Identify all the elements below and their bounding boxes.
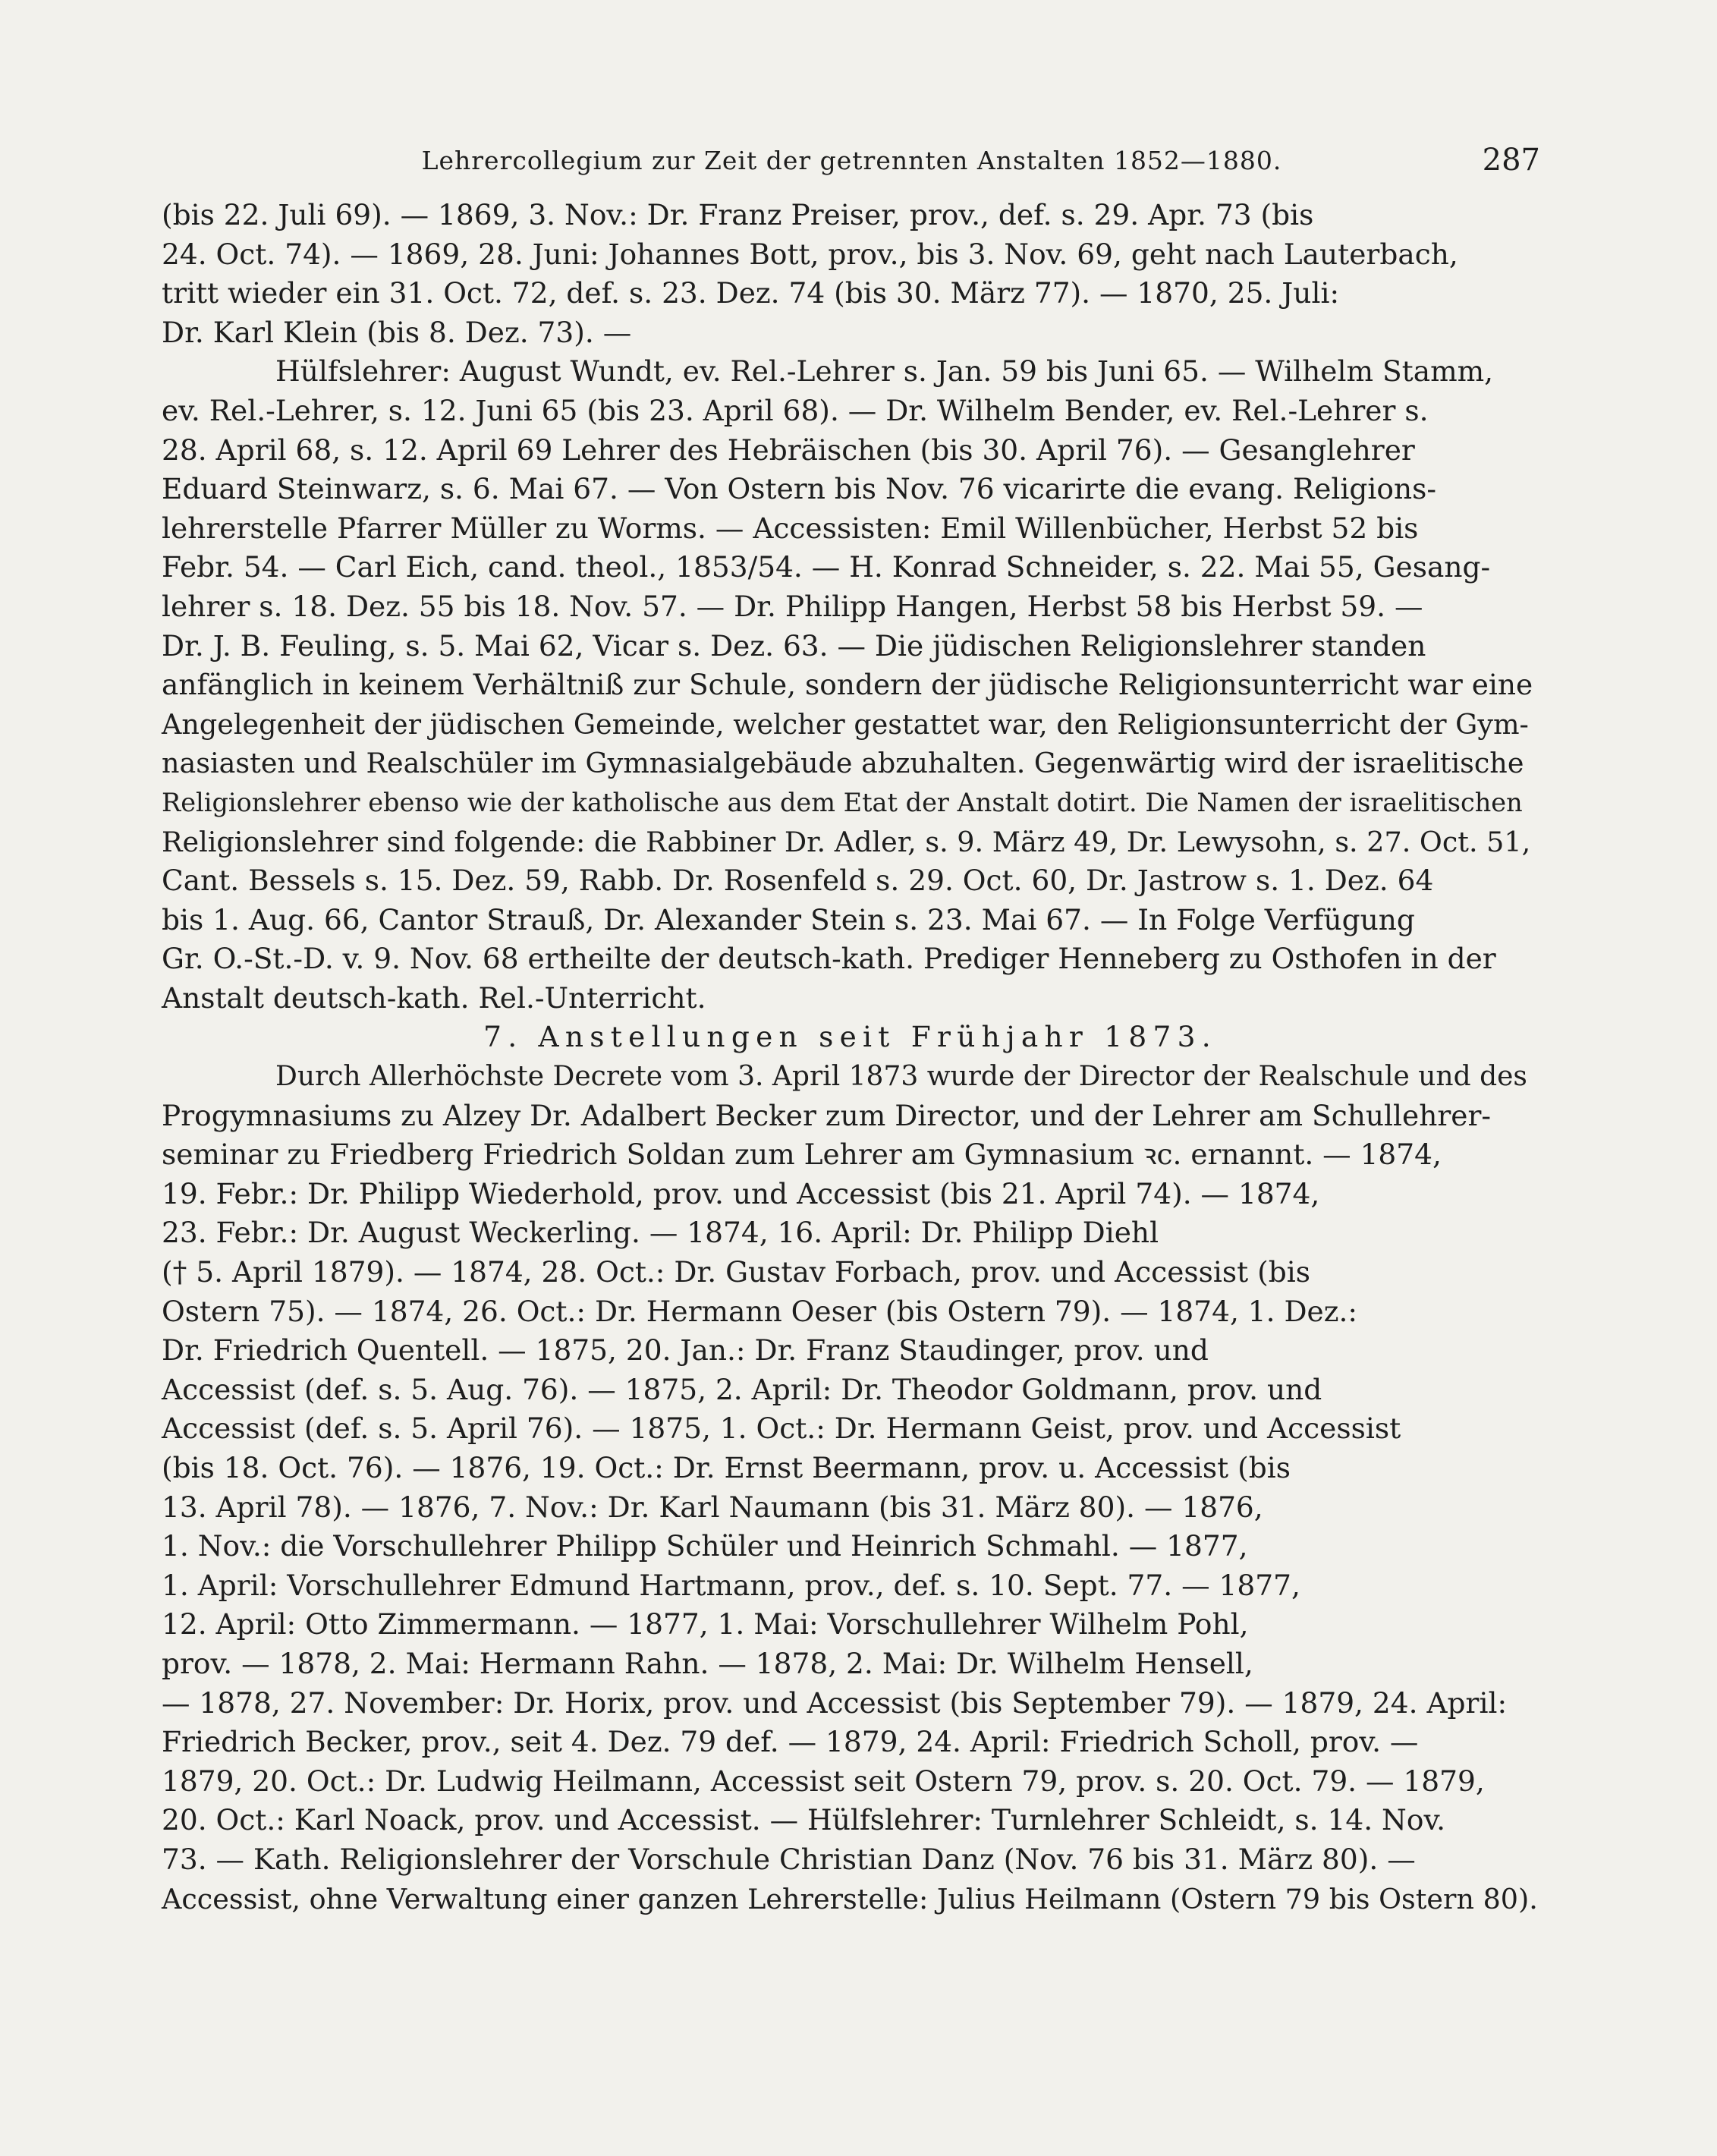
text-line: (bis 18. Oct. 76). — 1876, 19. Oct.: Dr. Ernst Beermann, prov. u. Accessist (bis (162, 1451, 1291, 1484)
text-line: 12. April: Otto Zimmermann. — 1877, 1. Mai: Vorschullehrer Wilhelm Pohl, (162, 1607, 1249, 1641)
text-line: 73. — Kath. Religionslehrer der Vorschule Christian Danz (Nov. 76 bis 31. März 80). — (162, 1842, 1416, 1876)
text-line: 1. April: Vorschullehrer Edmund Hartmann, prov., def. s. 10. Sept. 77. — 1877, (162, 1568, 1300, 1602)
text-line: Dr. Friedrich Quentell. — 1875, 20. Jan.: Dr. Franz Staudinger, prov. und (162, 1333, 1209, 1368)
text-line: Gr. O.-St.-D. v. 9. Nov. 68 ertheilte der deutsch-kath. Prediger Henneberg zu Osthofen in der (162, 942, 1496, 976)
text-line: Progymnasiums zu Alzey Dr. Adalbert Becker zum Director, und der Lehrer am Schullehrer- (162, 1098, 1492, 1132)
text-line: 28. April 68, s. 12. April 69 Lehrer des Hebräischen (bis 30. April 76). — Gesanglehrer (162, 433, 1415, 467)
text-line: 13. April 78). — 1876, 7. Nov.: Dr. Karl Naumann (bis 31. März 80). — 1876, (162, 1490, 1263, 1524)
text-line: Ostern 75). — 1874, 26. Oct.: Dr. Hermann Oeser (bis Ostern 79). — 1874, 1. Dez.: (162, 1294, 1358, 1328)
text-line: Religionslehrer sind folgende: die Rabbiner Dr. Adler, s. 9. März 49, Dr. Lewysohn, s. 27. Oct. 51, (162, 825, 1531, 858)
text-line: 24. Oct. 74). — 1869, 28. Juni: Johannes Bott, prov., bis 3. Nov. 69, geht nach Lauterbach, (162, 237, 1458, 271)
section-heading: 7. Anstellungen seit Frühjahr 1873. (483, 1020, 1217, 1054)
paragraph-start-line: Durch Allerhöchste Decrete vom 3. April 1873 wurde der Director der Realschule und des (275, 1061, 1527, 1093)
page-number: 287 (1482, 143, 1540, 178)
text-line: Accessist (def. s. 5. Aug. 76). — 1875, 2. April: Dr. Theodor Goldmann, prov. und (162, 1372, 1322, 1406)
text-line: prov. — 1878, 2. Mai: Hermann Rahn. — 1878, 2. Mai: Dr. Wilhelm Hensell, (162, 1646, 1253, 1680)
text-line: Angelegenheit der jüdischen Gemeinde, welcher gestattet war, den Religionsunterricht der Gym- (162, 707, 1529, 741)
text-line: lehrerstelle Pfarrer Müller zu Worms. — Accessisten: Emil Willenbücher, Herbst 52 bis (162, 511, 1419, 545)
paragraph-start-line: Hülfslehrer: August Wundt, ev. Rel.-Lehrer s. Jan. 59 bis Juni 65. — Wilhelm Stamm, (275, 354, 1494, 389)
text-line: 1. Nov.: die Vorschullehrer Philipp Schüler und Heinrich Schmahl. — 1877, (162, 1529, 1248, 1563)
text-line: Religionslehrer ebenso wie der katholische aus dem Etat der Anstalt dotirt. Die Namen der israelitischen (162, 787, 1523, 817)
text-line: (bis 22. Juli 69). — 1869, 3. Nov.: Dr. Franz Preiser, prov., def. s. 29. Apr. 73 (bis (162, 198, 1314, 231)
text-line: — 1878, 27. November: Dr. Horix, prov. und Accessist (bis September 79). — 1879, 24. April: (162, 1685, 1508, 1720)
text-line: seminar zu Friedberg Friedrich Soldan zum Lehrer am Gymnasium ꝛc. ernannt. — 1874, (162, 1138, 1442, 1172)
page-header (163, 143, 1540, 188)
text-line: Friedrich Becker, prov., seit 4. Dez. 79 def. — 1879, 24. April: Friedrich Scholl, prov. — (162, 1725, 1419, 1759)
text-line: Accessist (def. s. 5. April 76). — 1875, 1. Oct.: Dr. Hermann Geist, prov. und Accessist (162, 1412, 1401, 1446)
text-line: Febr. 54. — Carl Eich, cand. theol., 1853/54. — H. Konrad Schneider, s. 22. Mai 55, Gesang- (162, 550, 1491, 584)
text-line: († 5. April 1879). — 1874, 28. Oct.: Dr. Gustav Forbach, prov. und Accessist (bis (162, 1255, 1310, 1289)
text-line: Dr. Karl Klein (bis 8. Dez. 73). — (162, 315, 632, 349)
text-line: 23. Febr.: Dr. August Weckerling. — 1874, 16. April: Dr. Philipp Diehl (162, 1216, 1159, 1250)
text-line: 1879, 20. Oct.: Dr. Ludwig Heilmann, Accessist seit Ostern 79, prov. s. 20. Oct. 79. — 1879, (162, 1764, 1485, 1798)
text-line: anfänglich in keinem Verhältniß zur Schule, sondern der jüdische Religionsunterricht war eine (162, 668, 1533, 702)
text-line: Eduard Steinwarz, s. 6. Mai 67. — Von Ostern bis Nov. 76 vicarirte die evang. Religions- (162, 472, 1437, 506)
text-line: Anstalt deutsch-kath. Rel.-Unterricht. (162, 980, 706, 1015)
body-text (162, 196, 1539, 1958)
text-line: lehrer s. 18. Dez. 55 bis 18. Nov. 57. — Dr. Philipp Hangen, Herbst 58 bis Herbst 59. — (162, 589, 1423, 623)
text-line: 20. Oct.: Karl Noack, prov. und Accessist. — Hülfslehrer: Turnlehrer Schleidt, s. 14. Nov. (162, 1803, 1446, 1837)
text-line: 19. Febr.: Dr. Philipp Wiederhold, prov. und Accessist (bis 21. April 74). — 1874, (162, 1176, 1320, 1210)
text-line: bis 1. Aug. 66, Cantor Strauß, Dr. Alexander Stein s. 23. Mai 67. — In Folge Verfügung (162, 902, 1415, 936)
text-line: ev. Rel.-Lehrer, s. 12. Juni 65 (bis 23. April 68). — Dr. Wilhelm Bender, ev. Rel.-Lehrer s. (162, 393, 1429, 427)
text-line: Dr. J. B. Feuling, s. 5. Mai 62, Vicar s. Dez. 63. — Die jüdischen Religionslehrer standen (162, 628, 1426, 663)
text-line: Accessist, ohne Verwaltung einer ganzen Lehrerstelle: Julius Heilmann (Ostern 79 bis Ostern 80). (162, 1882, 1538, 1915)
text-line: tritt wieder ein 31. Oct. 72, def. s. 23. Dez. 74 (bis 30. März 77). — 1870, 25. Juli: (162, 276, 1340, 310)
text-line: nasiasten und Realschüler im Gymnasialgebäude abzuhalten. Gegenwärtig wird der israelitische (162, 747, 1524, 780)
text-line: Cant. Bessels s. 15. Dez. 59, Rabb. Dr. Rosenfeld s. 29. Oct. 60, Dr. Jastrow s. 1. Dez. 64 (162, 864, 1434, 898)
text-line (162, 1918, 1539, 1958)
running-title: Lehrercollegium zur Zeit der getrennten Anstalten 1852—1880. (421, 146, 1282, 175)
